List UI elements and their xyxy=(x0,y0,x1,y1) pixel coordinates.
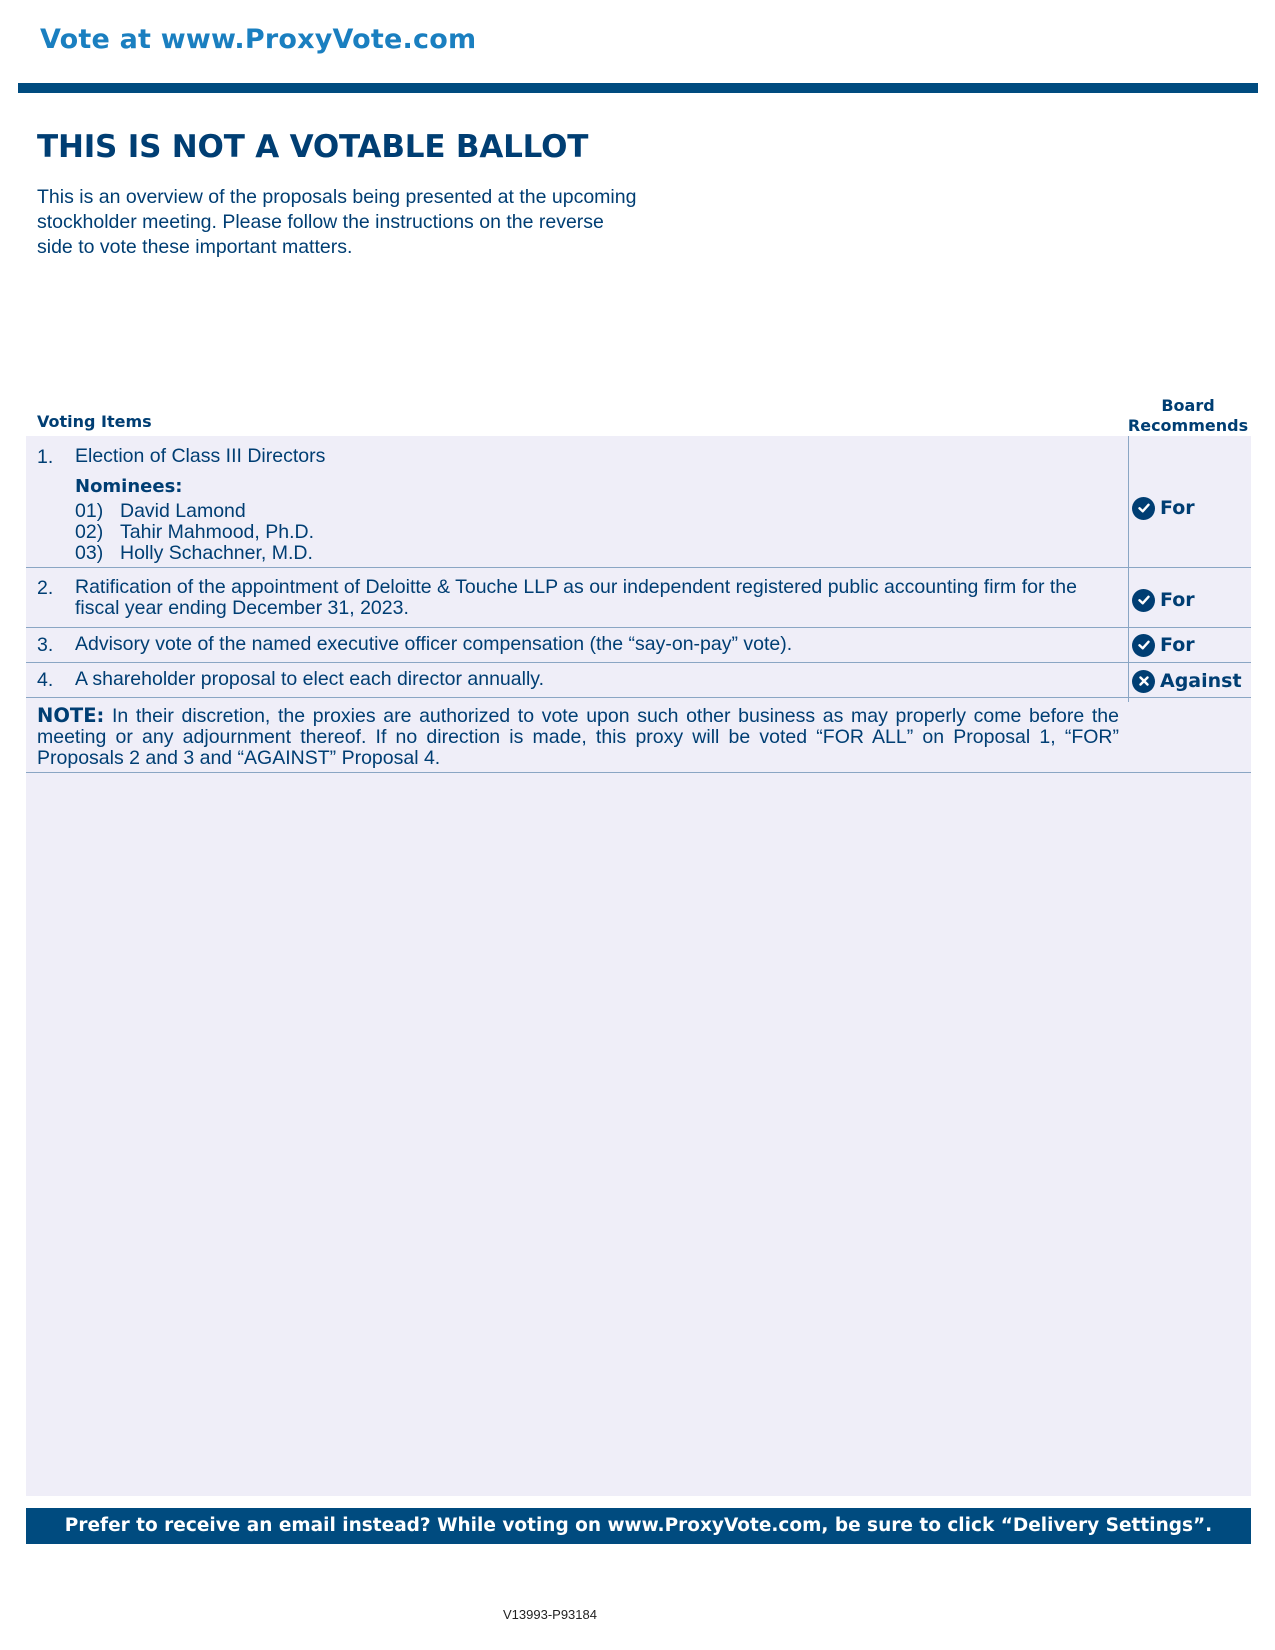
check-circle-icon xyxy=(1132,589,1155,612)
board-recommendation xyxy=(1132,587,1195,613)
document-code: V13993-P93184 xyxy=(503,1607,597,1622)
intro-paragraph: This is an overview of the proposals being presented at the upcoming stockholder meeting. Please follow the instructions on the reverse side to vote these important matters. xyxy=(37,186,637,258)
x-circle-icon xyxy=(1132,670,1155,693)
item-number: 2. xyxy=(37,577,54,599)
item-number: 4. xyxy=(37,669,54,691)
item-number: 1. xyxy=(37,446,54,468)
item-text: Advisory vote of the named executive officer compensation (the “say-on-pay” vote). xyxy=(75,633,793,655)
nominee-code: 02) xyxy=(75,521,104,543)
page-title: THIS IS NOT A VOTABLE BALLOT xyxy=(37,129,589,165)
recommendation-label: For xyxy=(1160,589,1195,611)
board-recommendation xyxy=(1132,495,1195,521)
nominee-name: Tahir Mahmood, Ph.D. xyxy=(120,521,315,543)
row-divider xyxy=(26,697,1251,698)
header-rule xyxy=(18,83,1258,93)
note-text: In their discretion, the proxies are authorized to vote upon such other business as may properly come before the meeting or any adjournment thereof. If no direction is made, this proxy will be voted “FOR ALL” on Proposal 1, “FOR” Proposals 2 and 3 and “AGAINST” Proposal 4. xyxy=(37,705,1119,769)
note-paragraph xyxy=(37,705,1119,769)
row-divider xyxy=(26,772,1251,773)
item-number: 3. xyxy=(37,634,54,656)
check-circle-icon xyxy=(1132,497,1155,520)
voting-items-header: Voting Items xyxy=(37,412,152,431)
nominee-code: 03) xyxy=(75,542,104,564)
recommendation-label: For xyxy=(1160,497,1195,519)
item-text-line-2: fiscal year ending December 31, 2023. xyxy=(75,597,409,619)
item-text: Election of Class III Directors xyxy=(75,445,326,467)
board-recommendation xyxy=(1132,668,1242,694)
row-divider xyxy=(26,627,1251,628)
recommendation-label: For xyxy=(1160,634,1195,656)
note-label: NOTE: xyxy=(37,704,105,727)
nominee-name: David Lamond xyxy=(120,500,246,522)
board-recommendation xyxy=(1132,632,1195,658)
row-divider xyxy=(26,567,1251,568)
nominee-code: 01) xyxy=(75,500,104,522)
email-delivery-banner: Prefer to receive an email instead? While voting on www.ProxyVote.com, be sure to click “Delivery Settings”. xyxy=(26,1508,1251,1544)
row-divider xyxy=(26,662,1251,663)
recommendation-label: Against xyxy=(1160,670,1242,692)
item-text-line-1: Ratification of the appointment of Deloitte & Touche LLP as our independent registered public accounting firm for the xyxy=(75,576,1077,598)
vote-url-header: Vote at www.ProxyVote.com xyxy=(40,24,477,55)
check-circle-icon xyxy=(1132,634,1155,657)
board-recommends-header: Board Recommends xyxy=(1127,396,1249,435)
item-text: A shareholder proposal to elect each director annually. xyxy=(75,668,545,690)
nominee-name: Holly Schachner, M.D. xyxy=(120,542,313,564)
nominees-label: Nominees: xyxy=(75,476,183,497)
